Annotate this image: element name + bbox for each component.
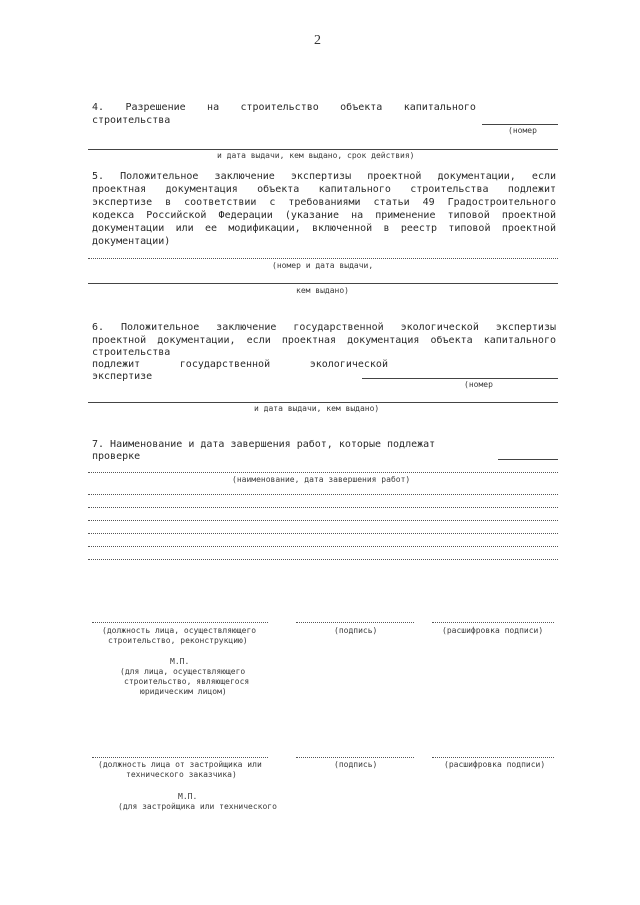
sig1-stamp-note: (для лица, осуществляющего: [120, 667, 246, 676]
sig1-signature-caption: (подпись): [334, 626, 378, 635]
s7-line2: проверке: [92, 451, 141, 462]
sig2-signature-line: [296, 757, 414, 758]
s7-blank-line: [88, 546, 558, 547]
sig1-signature-line: [296, 622, 414, 623]
s5-fill-line-2: [88, 283, 558, 284]
s6-word: государственной: [179, 359, 271, 370]
s5-line: проектная документация объекта капитального строительства подлежит: [92, 184, 556, 195]
s6-line5: экспертизе: [92, 371, 153, 382]
s6-line3: строительства: [92, 347, 171, 358]
s7-blank-line: [88, 494, 558, 495]
s6-line2: проектной документации, если проектная документация объекта капитального: [92, 335, 556, 346]
s4-caption-number: (номер: [508, 126, 537, 135]
s4-word: капитального: [403, 102, 476, 113]
s4-word: Разрешение: [125, 102, 186, 113]
s6-line1: 6. Положительное заключение государственной экологической экспертизы: [92, 322, 556, 333]
sig2-position-caption: технического заказчика): [126, 770, 237, 779]
s6-fill-line: [362, 378, 558, 379]
sig2-decoding-caption: (расшифровка подписи): [444, 760, 546, 769]
sig1-decoding-line: [432, 622, 554, 623]
s6-word: экологической: [309, 359, 388, 370]
s5-line: документации или ее модификации, включенной в реестр типовой проектной: [92, 223, 556, 234]
sig2-decoding-line: [432, 757, 554, 758]
s5-line: документации): [92, 236, 171, 247]
s7-caption: (наименование, дата завершения работ): [232, 475, 411, 484]
s4-caption: и дата выдачи, кем выдано, срок действия): [217, 151, 415, 160]
s7-blank-line: [88, 533, 558, 534]
s7-blank-line: [88, 559, 558, 560]
s7-blank-line: [88, 507, 558, 508]
s5-caption-a: (номер и дата выдачи,: [272, 261, 374, 270]
sig2-position-line: [92, 757, 268, 758]
s4-fill-line-2: [88, 149, 558, 150]
s4-word: 4.: [92, 102, 105, 113]
s6-caption: и дата выдачи, кем выдано): [254, 404, 380, 413]
s7-fill-line-2: [88, 472, 558, 473]
sig2-stamp-note: (для застройщика или технического: [118, 802, 277, 811]
s6-caption-number: (номер: [464, 380, 493, 389]
s7-fill-line: [498, 459, 558, 460]
s5-line: кодекса Российской Федерации (указание на применение типовой проектной: [92, 210, 556, 221]
s5-line: 5. Положительное заключение экспертизы проектной документации, если: [92, 171, 556, 182]
s4-line2: строительства: [92, 115, 171, 126]
s6-word: подлежит: [92, 359, 141, 370]
page-number: 2: [314, 33, 321, 48]
s5-caption-b: кем выдано): [296, 286, 349, 295]
section-4-heading: [92, 101, 476, 114]
s5-line: экспертизе в соответствии с требованиями статьи 49 Градостроительного: [92, 197, 556, 208]
s4-fill-line: [482, 124, 558, 125]
sig1-stamp: М.П.: [170, 657, 190, 666]
s4-word: строительство: [240, 102, 319, 113]
sig1-stamp-note: юридическим лицом): [140, 687, 227, 696]
s7-blank-line: [88, 520, 558, 521]
sig2-signature-caption: (подпись): [334, 760, 378, 769]
s4-word: на: [207, 102, 220, 113]
sig1-decoding-caption: (расшифровка подписи): [442, 626, 544, 635]
s6-fill-line-2: [88, 402, 558, 403]
sig1-stamp-note: строительство, являющегося: [124, 677, 250, 686]
sig1-position-line: [92, 622, 268, 623]
s4-word: объекта: [340, 102, 383, 113]
sig1-position-caption: строительство, реконструкцию): [108, 636, 248, 645]
sig1-position-caption: (должность лица, осуществляющего: [102, 626, 257, 635]
s7-line1: 7. Наименование и дата завершения работ, которые подлежат: [92, 439, 436, 450]
sig2-position-caption: (должность лица от застройщика или: [98, 760, 262, 769]
s5-fill-line: [88, 258, 558, 259]
sig2-stamp: М.П.: [178, 792, 198, 801]
